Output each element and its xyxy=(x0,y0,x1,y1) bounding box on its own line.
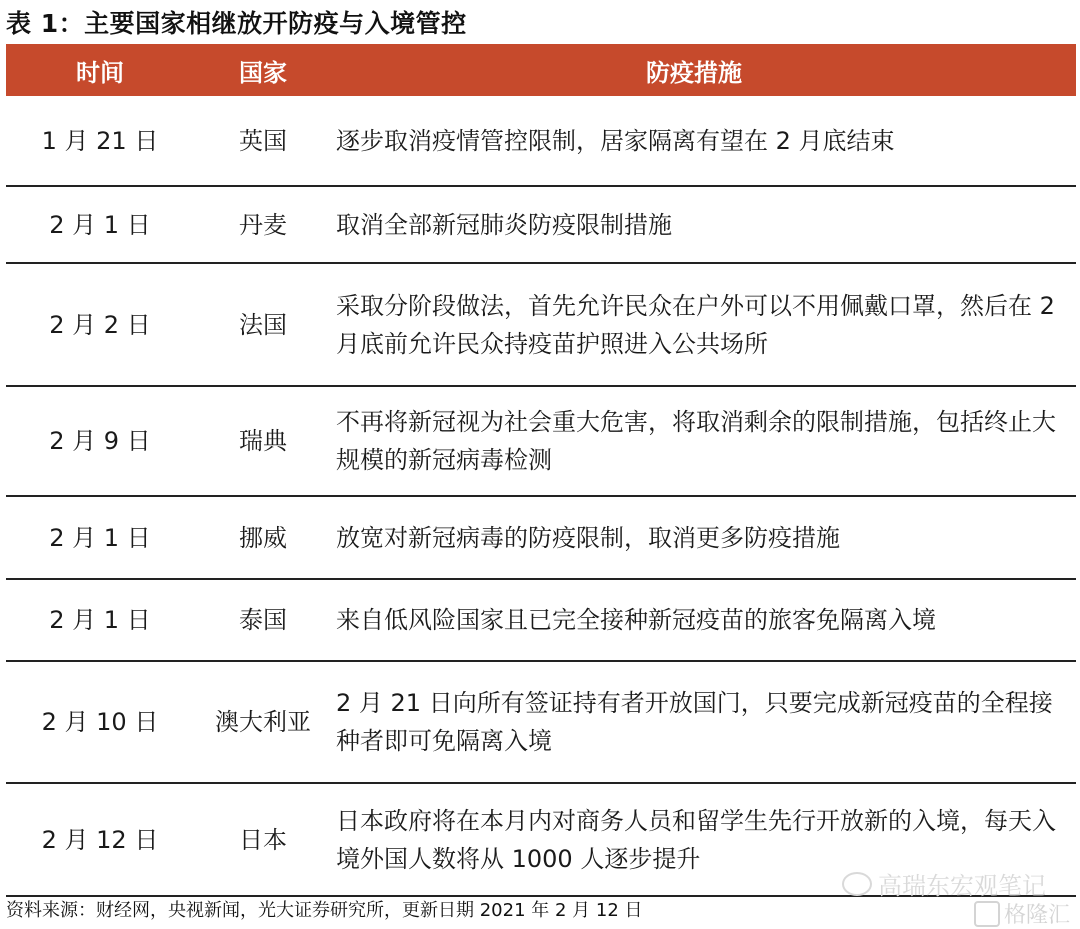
row-country: 日本 xyxy=(239,825,287,854)
row-date: 2 月 12 日 xyxy=(41,825,159,854)
row-date: 2 月 10 日 xyxy=(41,708,159,736)
row-country: 丹麦 xyxy=(239,210,287,239)
header-date: 时间 xyxy=(76,58,124,87)
header-measure: 防疫措施 xyxy=(646,58,742,87)
row-country: 挪威 xyxy=(239,523,287,552)
gelonghui-logo-icon xyxy=(974,901,1000,927)
row-country: 法国 xyxy=(239,310,287,339)
row-country: 英国 xyxy=(239,126,287,155)
row-date: 2 月 1 日 xyxy=(49,606,151,634)
row-measure: 不再将新冠视为社会重大危害，将取消剩余的限制措施，包括终止大规模的新冠病毒检测 xyxy=(336,408,1056,474)
table-row xyxy=(6,264,1076,387)
row-country: 瑞典 xyxy=(239,427,287,455)
wechat-icon xyxy=(842,872,872,896)
wechat-account-name: 高瑞东宏观笔记 xyxy=(878,872,1046,900)
row-measure: 2 月 21 日向所有签证持有者开放国门，只要完成新冠疫苗的全程接种者即可免隔离入境 xyxy=(336,689,1053,755)
table-row xyxy=(6,497,1076,580)
source-note: 资料来源：财经网，央视新闻，光大证券研究所，更新日期 2021 年 2 月 12 日 xyxy=(6,900,643,921)
wechat-watermark xyxy=(842,866,1046,901)
row-date: 2 月 9 日 xyxy=(49,427,151,455)
brand-name: 格隆汇 xyxy=(1003,903,1070,928)
row-measure: 取消全部新冠肺炎防疫限制措施 xyxy=(336,210,672,239)
table-row xyxy=(6,580,1076,662)
row-country: 泰国 xyxy=(239,606,287,634)
row-measure: 来自低风险国家且已完全接种新冠疫苗的旅客免隔离入境 xyxy=(336,606,936,634)
row-measure: 逐步取消疫情管控限制，居家隔离有望在 2 月底结束 xyxy=(336,126,895,155)
table-row xyxy=(6,662,1076,784)
row-date: 2 月 1 日 xyxy=(49,210,151,239)
row-country: 澳大利亚 xyxy=(215,708,311,736)
row-date: 2 月 1 日 xyxy=(49,523,151,552)
row-date: 1 月 21 日 xyxy=(41,126,159,155)
header-country: 国家 xyxy=(239,58,287,87)
row-measure: 日本政府将在本月内对商务人员和留学生先行开放新的入境，每天入境外国人数将从 1000 人逐步提升 xyxy=(336,806,1056,873)
table-row xyxy=(6,96,1076,187)
table-header xyxy=(6,44,1076,96)
brand-watermark xyxy=(974,898,1070,929)
row-measure: 采取分阶段做法，首先允许民众在户外可以不用佩戴口罩，然后在 2 月底前允许民众持疫苗护照进入公共场所 xyxy=(336,291,1055,358)
policy-table xyxy=(6,44,1076,897)
table-row xyxy=(6,387,1076,497)
table-row xyxy=(6,187,1076,264)
row-measure: 放宽对新冠病毒的防疫限制，取消更多防疫措施 xyxy=(336,523,840,552)
row-date: 2 月 2 日 xyxy=(49,310,151,339)
table-title: 表 1：主要国家相继放开防疫与入境管控 xyxy=(6,9,467,38)
